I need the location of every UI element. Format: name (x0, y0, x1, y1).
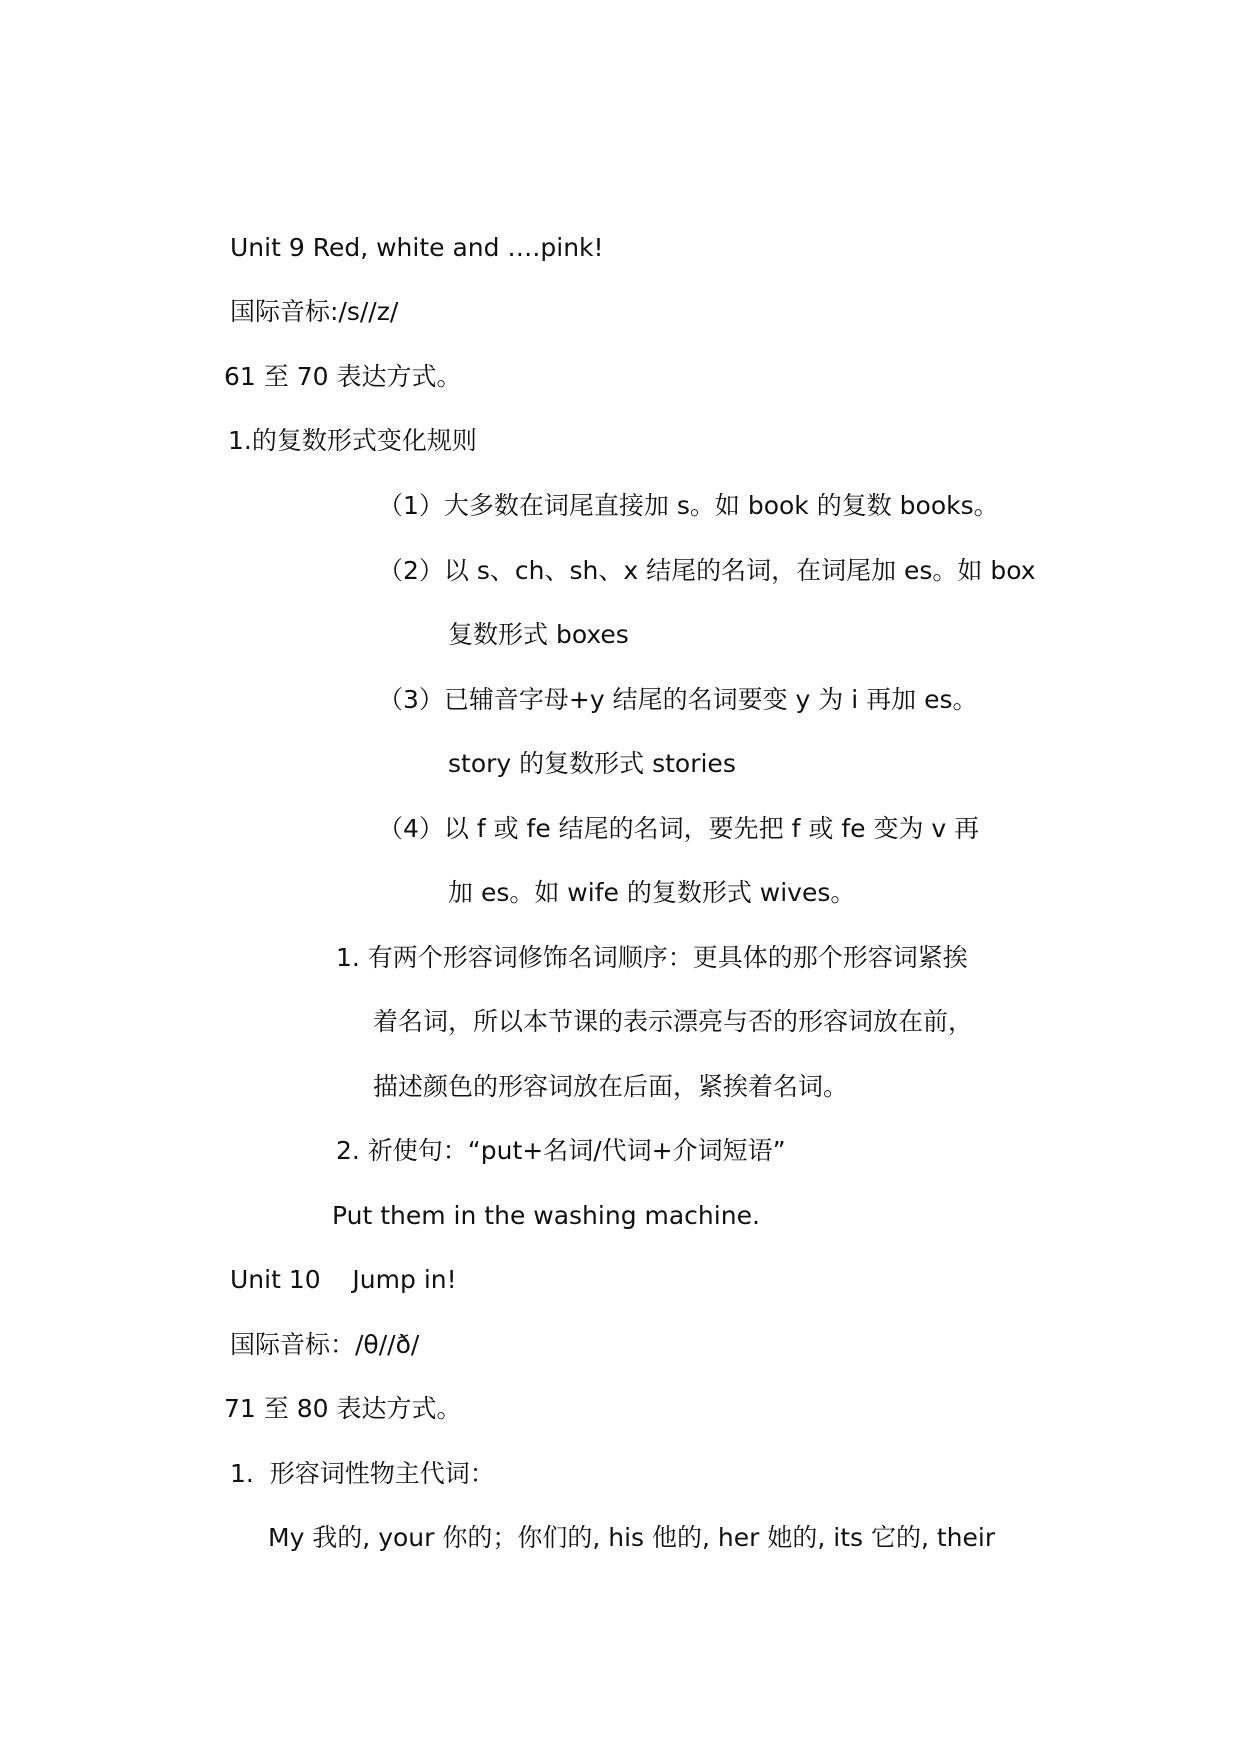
unit10-expressions: 71 至 80 表达方式。 (224, 1394, 462, 1423)
plural-rule-3-cont: story 的复数形式 stories (448, 749, 736, 778)
adjective-order-point-cont-2: 描述颜色的形容词放在后面，紧挨着名词。 (373, 1072, 849, 1101)
unit9-phonetics: 国际音标:/s//z/ (230, 297, 399, 326)
unit9-expressions: 61 至 70 表达方式。 (224, 362, 462, 391)
imperative-point: 2. 祈使句：“put+名词/代词+介词短语” (336, 1136, 786, 1165)
possessive-pronoun-list: My 我的, your 你的；你们的, his 他的, her 她的, its 它的, their (268, 1523, 996, 1552)
adjective-order-point-cont-1: 着名词，所以本节课的表示漂亮与否的形容词放在前， (373, 1007, 974, 1036)
imperative-example: Put them in the washing machine. (332, 1201, 760, 1230)
unit9-title: Unit 9 Red, white and ….pink! (230, 233, 604, 262)
unit10-phonetics: 国际音标：/θ//ð/ (230, 1330, 420, 1359)
unit9-rule-heading: 1.的复数形式变化规则 (228, 426, 477, 455)
plural-rule-2-cont: 复数形式 boxes (448, 620, 629, 649)
plural-rule-4-cont: 加 es。如 wife 的复数形式 wives。 (448, 878, 856, 907)
adjective-order-point: 1. 有两个形容词修饰名词顺序：更具体的那个形容词紧挨 (336, 943, 968, 972)
plural-rule-2: （2）以 s、ch、sh、x 结尾的名词，在词尾加 es。如 box (378, 556, 1036, 585)
plural-rule-4: （4）以 f 或 fe 结尾的名词，要先把 f 或 fe 变为 v 再 (378, 814, 980, 843)
plural-rule-1: （1）大多数在词尾直接加 s。如 book 的复数 books。 (378, 491, 999, 520)
possessive-pronoun-heading: 1. 形容词性物主代词： (230, 1459, 495, 1488)
unit10-title: Unit 10 Jump in! (230, 1265, 457, 1294)
plural-rule-3: （3）已辅音字母+y 结尾的名词要变 y 为 i 再加 es。 (378, 685, 978, 714)
